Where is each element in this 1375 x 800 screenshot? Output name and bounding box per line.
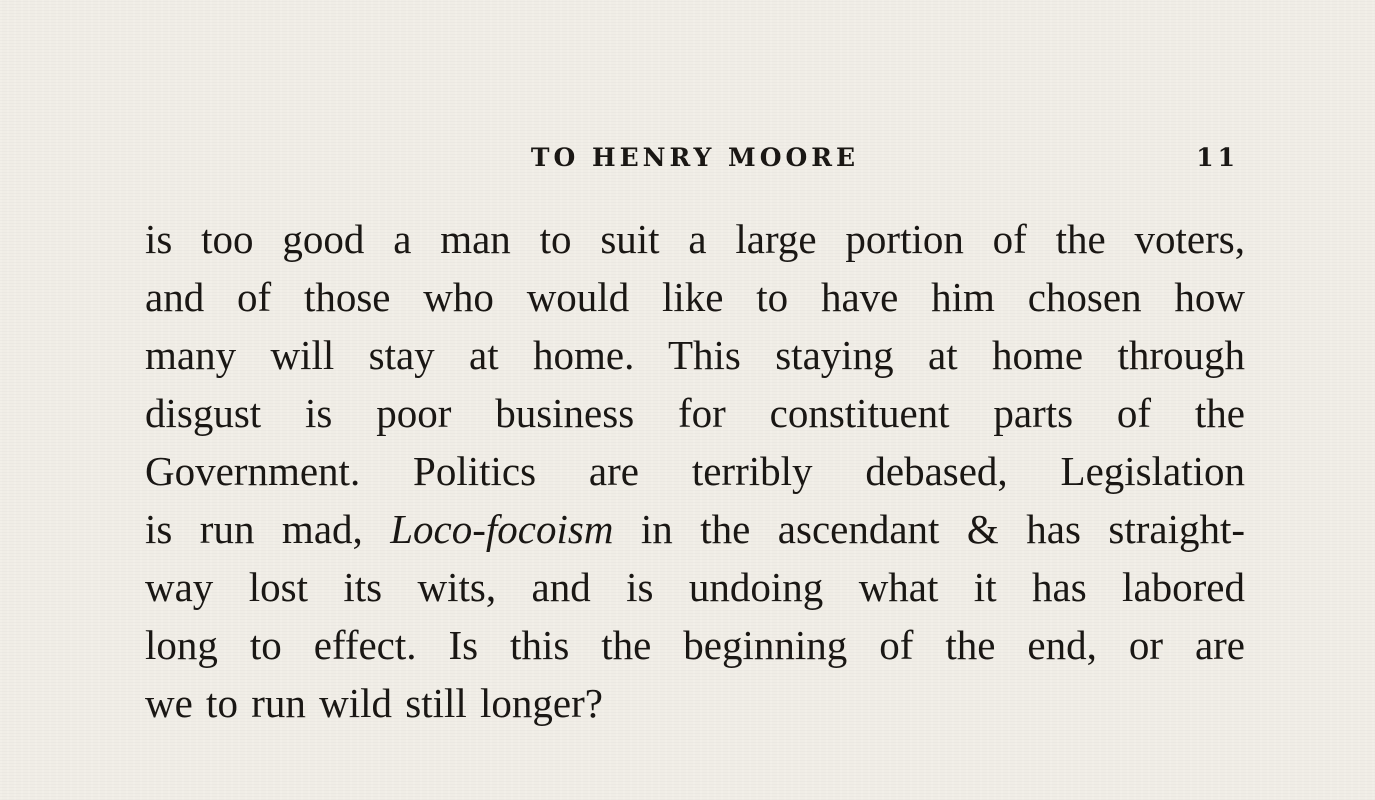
text-line (145, 558, 1245, 616)
text-line (145, 326, 1245, 384)
text-line-content: and of those who would like to have him chosen how (145, 274, 1245, 320)
text-line-content: long to effect. Is this the beginning of the end, or are (145, 622, 1245, 668)
body-text (145, 210, 1245, 732)
text-line-content: disgust is poor business for constituent parts of the (145, 390, 1245, 436)
text-line-before: is run mad, (145, 506, 391, 552)
running-head (145, 140, 1245, 180)
page-number: 11 (1196, 143, 1239, 172)
text-line (145, 384, 1245, 442)
text-line (145, 616, 1245, 674)
text-line (145, 500, 1245, 558)
italic-term: Loco-focoism (390, 506, 614, 552)
text-line (145, 442, 1245, 500)
text-line (145, 268, 1245, 326)
text-line-content: way lost its wits, and is undoing what it has labored (145, 564, 1245, 610)
text-line-content: we to run wild still longer? (145, 680, 603, 726)
text-line (145, 210, 1245, 268)
text-line-content: is too good a man to suit a large portion of the voters, (145, 216, 1245, 262)
text-line-after: in the ascendant & has straight- (613, 506, 1246, 552)
text-line-last (145, 674, 1245, 732)
running-title: TO HENRY MOORE (530, 143, 860, 172)
text-line-content: Government. Politics are terribly debased, Legislation (145, 448, 1245, 494)
text-line-content: many will stay at home. This staying at home through (145, 332, 1245, 378)
